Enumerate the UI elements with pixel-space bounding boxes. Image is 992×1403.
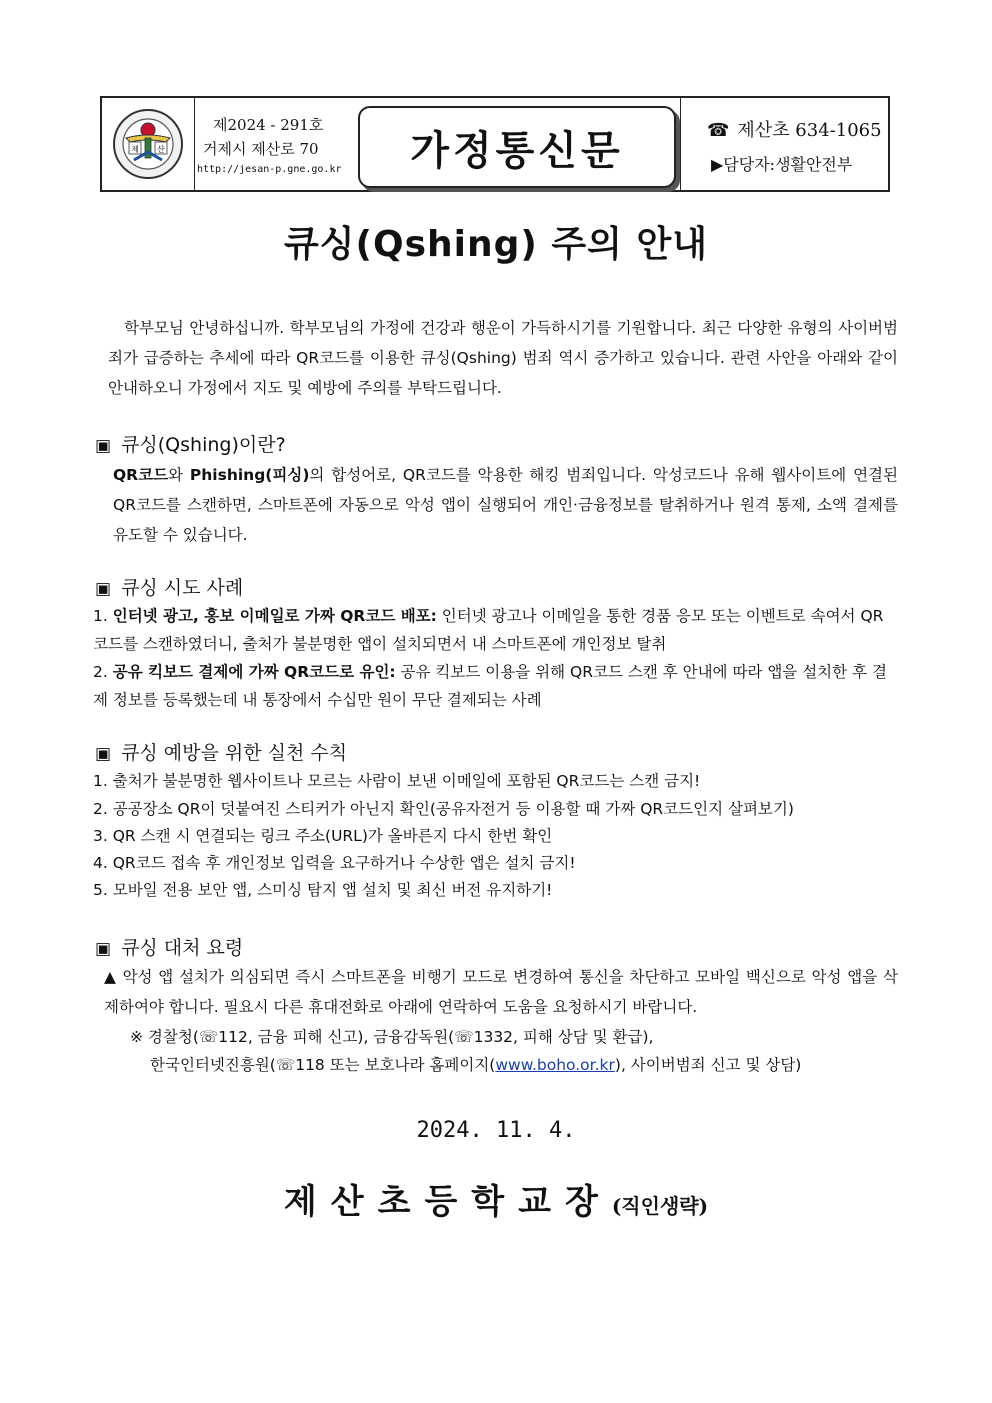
response-body — [104, 962, 898, 1022]
issue-date: 2024. 11. 4. — [416, 1118, 576, 1143]
prevention-item-3: 3. QR 스캔 시 연결되는 링크 주소(URL)가 올바른지 다시 한번 확인 — [93, 827, 553, 845]
school-website[interactable]: http://jesan-p.gne.go.kr — [197, 164, 342, 175]
section-marker-icon: ▣ — [95, 744, 112, 764]
section-marker-icon: ▣ — [95, 436, 112, 456]
manager: ▶담당자:생활안전부 — [711, 155, 853, 174]
phone-number: 제산초 634-1065 — [737, 120, 882, 141]
signer-block — [0, 1174, 992, 1223]
prevention-item-2: 2. 공공장소 QR이 덧붙여진 스티커가 아닌지 확인(공유자전거 등 이용할 때 가짜 QR코드인지 살펴보기) — [93, 800, 794, 818]
term-qrcode: QR코드 — [113, 466, 169, 484]
response-text: 악성 앱 설치가 의심되면 즉시 스마트폰을 비행기 모드로 변경하여 통신을 차단하고 모바일 백신으로 악성 앱을 삭제하여야 합니다. 필요시 다른 휴대전화로 아래에 연락하여 도움을 요청하시기 바랍니다. — [104, 968, 898, 1016]
contact-note-2 — [150, 1050, 900, 1080]
triangle-bullet-icon: ▲ — [104, 968, 117, 986]
section-heading-what — [95, 430, 286, 457]
section-marker-icon: ▣ — [95, 939, 112, 959]
prevention-item-5: 5. 모바일 전용 보안 앱, 스미싱 탐지 앱 설치 및 최신 버전 유지하기! — [93, 881, 553, 899]
prevention-item-1: 1. 출처가 불분명한 웹사이트나 모르는 사람이 보낸 이메일에 포함된 QR코드는 스캔 금지! — [93, 772, 701, 790]
section-title: 큐싱 시도 사례 — [121, 577, 244, 599]
case-item-1 — [93, 602, 898, 658]
logo-char-1: 제 — [131, 145, 139, 154]
prevention-item-4: 4. QR코드 접속 후 개인정보 입력을 요구하거나 수상한 앱은 설치 금지! — [93, 854, 576, 872]
logo-char-2: 산 — [157, 145, 165, 154]
school-logo-cell — [102, 98, 195, 190]
case-title: 공유 킥보드 결제에 가짜 QR코드로 유인: — [112, 663, 396, 681]
what-text-2: 의 합성어로, QR코드를 악용한 해킹 범죄입니다. 악성코드나 유해 웹사이트에 연결된 QR코드를 스캔하면, 스마트폰에 자동으로 악성 앱이 실행되어 개인·금융정보를 탈취하거나 원격 통제, 소액 결제를 유도할 수 있습니다. — [113, 466, 898, 544]
telephone-icon: ☎ — [707, 120, 730, 141]
case-item-2 — [93, 658, 898, 714]
section-what-body — [113, 460, 898, 550]
case-title: 인터넷 광고, 홍보 이메일로 가짜 QR코드 배포: — [112, 607, 437, 625]
what-text-1: 와 — [168, 466, 190, 484]
section-marker-icon: ▣ — [95, 579, 112, 599]
newsletter-title-box — [358, 106, 676, 188]
page-title: 큐싱(Qshing) 주의 안내 — [283, 224, 709, 265]
newsletter-title: 가정통신문 — [410, 126, 624, 174]
seal-omitted-note: (직인생략) — [611, 1194, 709, 1218]
intro-paragraph — [108, 313, 898, 403]
term-phishing: Phishing(피싱) — [189, 466, 310, 484]
item-number: 2. — [93, 663, 108, 681]
section-heading-prevention — [95, 738, 347, 765]
issue-number: 제2024 - 291호 — [213, 116, 324, 134]
issue-info — [195, 98, 350, 190]
section-title: 큐싱(Qshing)이란? — [121, 434, 286, 456]
section-heading-cases — [95, 573, 243, 600]
section-heading-response — [95, 933, 243, 960]
note-text-pre: 한국인터넷진흥원(☏118 또는 보호나라 홈페이지( — [150, 1056, 496, 1074]
phone-line — [707, 116, 882, 142]
section-title: 큐싱 대처 요령 — [121, 937, 244, 959]
newsletter-header — [100, 96, 890, 192]
signer-name: 제산초등학교장 — [283, 1182, 612, 1222]
school-address: 거제시 제산로 70 — [203, 140, 319, 158]
case-text: 공유 킥보드 이용을 위해 QR코드 스캔 후 안내에 따라 앱을 설치한 후 결제 정보를 등록했는데 내 통장에서 수십만 원이 무단 결제되는 사례 — [93, 663, 887, 709]
contact-info — [680, 98, 888, 190]
boho-link[interactable]: www.boho.or.kr — [495, 1056, 615, 1074]
note-text-post: ), 사이버범죄 신고 및 상담) — [614, 1056, 802, 1074]
intro-text: 학부모님 안녕하십니까. 학부모님의 가정에 건강과 행운이 가득하시기를 기원합니다. 최근 다양한 유형의 사이버범죄가 급증하는 추세에 따라 QR코드를 이용한 큐싱(Qshing) 범죄 역시 증가하고 있습니다. 관련 사안을 아래와 같이 안내하오니 가정에서 지도 및 예방에 주의를 부탁드립니다. — [108, 319, 898, 397]
case-text: 인터넷 광고나 이메일을 통한 경품 응모 또는 이벤트로 속여서 QR코드를 스캔하였더니, 출처가 불분명한 앱이 설치되면서 내 스마트폰에 개인정보 탈취 — [93, 607, 884, 653]
item-number: 1. — [93, 607, 108, 625]
contact-note-1: ※ 경찰청(☏112, 금융 피해 신고), 금융감독원(☏1332, 피해 상담 및 환급), — [130, 1028, 654, 1046]
school-logo — [112, 108, 184, 180]
section-title: 큐싱 예방을 위한 실천 수칙 — [121, 742, 348, 764]
